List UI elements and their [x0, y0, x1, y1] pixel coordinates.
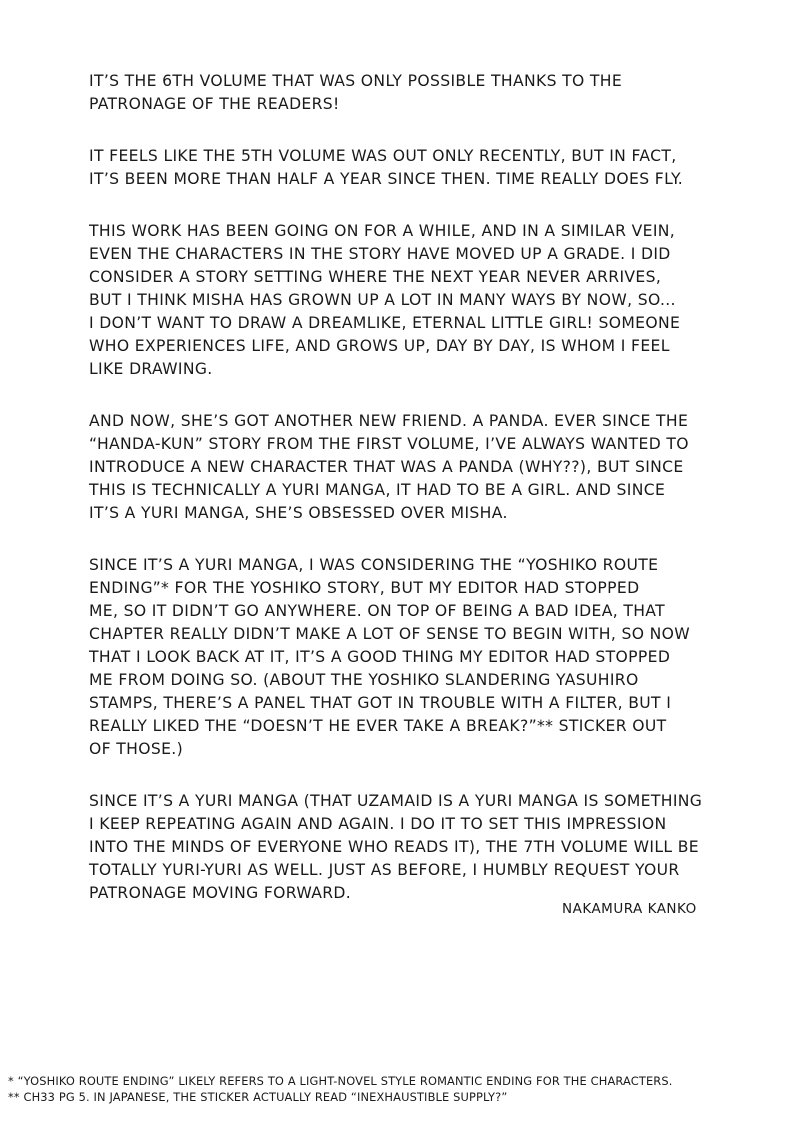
- text-line: THAT I LOOK BACK AT IT, IT’S A GOOD THING MY EDITOR HAD STOPPED: [89, 648, 671, 666]
- text-line: PATRONAGE OF THE READERS!: [89, 95, 340, 113]
- text-line: IT FEELS LIKE THE 5TH VOLUME WAS OUT ONLY RECENTLY, BUT IN FACT,: [89, 147, 677, 165]
- afterword-body: [89, 70, 779, 934]
- paragraph-2: [89, 145, 779, 191]
- text-line: ME, SO IT DIDN’T GO ANYWHERE. ON TOP OF BEING A BAD IDEA, THAT: [89, 602, 665, 620]
- text-line: IT’S A YURI MANGA, SHE’S OBSESSED OVER MISHA.: [89, 504, 508, 522]
- paragraph-1: [89, 70, 779, 116]
- text-line: LIKE DRAWING.: [89, 360, 213, 378]
- text-line: OF THOSE.): [89, 740, 184, 758]
- text-line: INTRODUCE A NEW CHARACTER THAT WAS A PANDA (WHY??), BUT SINCE: [89, 458, 684, 476]
- text-line: ENDING”* FOR THE YOSHIKO STORY, BUT MY EDITOR HAD STOPPED: [89, 579, 640, 597]
- text-line: TOTALLY YURI-YURI AS WELL. JUST AS BEFORE, I HUMBLY REQUEST YOUR: [89, 861, 680, 879]
- text-line: PATRONAGE MOVING FORWARD.: [89, 884, 352, 902]
- text-line: EVEN THE CHARACTERS IN THE STORY HAVE MOVED UP A GRADE. I DID: [89, 245, 671, 263]
- paragraph-4: [89, 410, 779, 525]
- footnote-1: * “YOSHIKO ROUTE ENDING” LIKELY REFERS TO A LIGHT-NOVEL STYLE ROMANTIC ENDING FOR THE CHARACTERS.: [8, 1074, 673, 1088]
- text-line: ME FROM DOING SO. (ABOUT THE YOSHIKO SLANDERING YASUHIRO: [89, 671, 639, 689]
- text-line: STAMPS, THERE’S A PANEL THAT GOT IN TROUBLE WITH A FILTER, BUT I: [89, 694, 672, 712]
- author-signature: NAKAMURA KANKO: [562, 901, 697, 917]
- text-line: THIS WORK HAS BEEN GOING ON FOR A WHILE, AND IN A SIMILAR VEIN,: [89, 222, 676, 240]
- footnotes: [8, 1073, 793, 1105]
- text-line: I KEEP REPEATING AGAIN AND AGAIN. I DO IT TO SET THIS IMPRESSION: [89, 815, 667, 833]
- text-line: “HANDA-KUN” STORY FROM THE FIRST VOLUME, I’VE ALWAYS WANTED TO: [89, 435, 689, 453]
- text-line: THIS IS TECHNICALLY A YURI MANGA, IT HAD TO BE A GIRL. AND SINCE: [89, 481, 666, 499]
- paragraph-5: [89, 554, 779, 761]
- text-line: BUT I THINK MISHA HAS GROWN UP A LOT IN MANY WAYS BY NOW, SO...: [89, 291, 676, 309]
- text-line: IT’S BEEN MORE THAN HALF A YEAR SINCE THEN. TIME REALLY DOES FLY.: [89, 170, 684, 188]
- text-line: IT’S THE 6TH VOLUME THAT WAS ONLY POSSIBLE THANKS TO THE: [89, 72, 623, 90]
- text-line: CHAPTER REALLY DIDN’T MAKE A LOT OF SENSE TO BEGIN WITH, SO NOW: [89, 625, 691, 643]
- paragraph-6: [89, 790, 779, 905]
- text-line: CONSIDER A STORY SETTING WHERE THE NEXT YEAR NEVER ARRIVES,: [89, 268, 662, 286]
- text-line: INTO THE MINDS OF EVERYONE WHO READS IT), THE 7TH VOLUME WILL BE: [89, 838, 699, 856]
- text-line: AND NOW, SHE’S GOT ANOTHER NEW FRIEND. A PANDA. EVER SINCE THE: [89, 412, 689, 430]
- text-line: REALLY LIKED THE “DOESN’T HE EVER TAKE A BREAK?”** STICKER OUT: [89, 717, 667, 735]
- text-line: WHO EXPERIENCES LIFE, AND GROWS UP, DAY BY DAY, IS WHOM I FEEL: [89, 337, 670, 355]
- text-line: I DON’T WANT TO DRAW A DREAMLIKE, ETERNAL LITTLE GIRL! SOMEONE: [89, 314, 681, 332]
- text-line: SINCE IT’S A YURI MANGA (THAT UZAMAID IS A YURI MANGA IS SOMETHING: [89, 792, 703, 810]
- text-line: SINCE IT’S A YURI MANGA, I WAS CONSIDERING THE “YOSHIKO ROUTE: [89, 556, 659, 574]
- paragraph-3: [89, 220, 779, 381]
- footnote-2: ** CH33 PG 5. IN JAPANESE, THE STICKER ACTUALLY READ “INEXHAUSTIBLE SUPPLY?”: [8, 1090, 508, 1104]
